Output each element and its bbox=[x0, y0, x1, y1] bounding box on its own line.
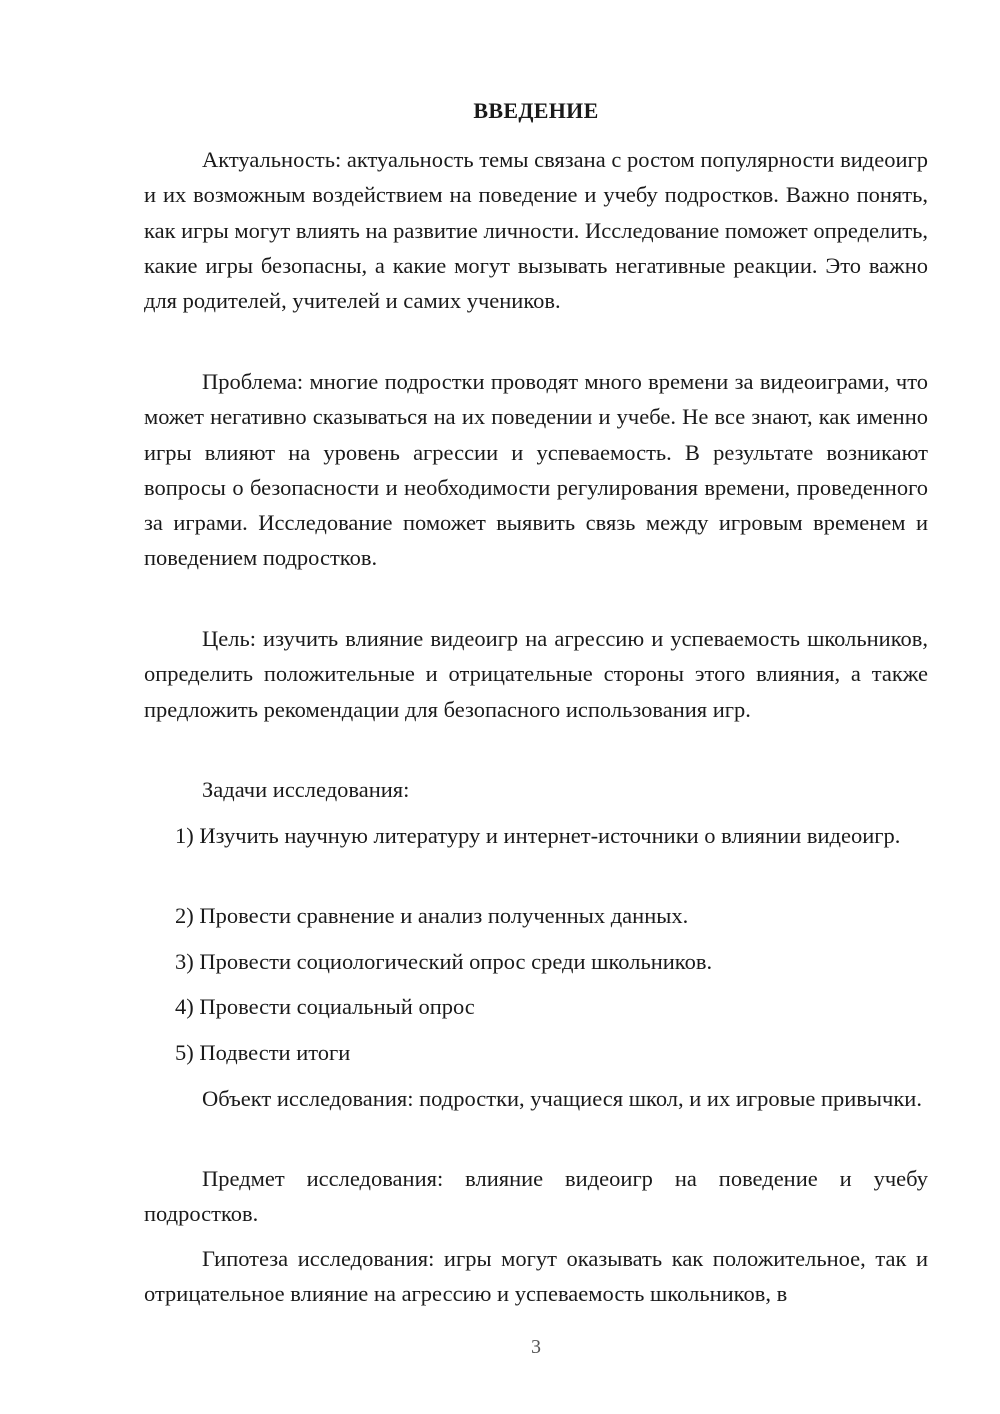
object-paragraph: Объект исследования: подростки, учащиеся школ, и их игровые привычки. bbox=[202, 1086, 922, 1111]
task-item-3: 3) Провести социологический опрос среди школьников. bbox=[175, 949, 713, 974]
page-number: 3 bbox=[531, 1336, 541, 1358]
task-item-1: 1) Изучить научную литературу и интернет-источники о влиянии видеоигр. bbox=[175, 823, 901, 848]
tasks-heading: Задачи исследования: bbox=[202, 777, 410, 802]
task-item-4: 4) Провести социальный опрос bbox=[175, 994, 475, 1019]
task-item-2: 2) Провести сравнение и анализ полученных данных. bbox=[175, 903, 689, 928]
task-item-5: 5) Подвести итоги bbox=[175, 1040, 351, 1065]
page-title: ВВЕДЕНИЕ bbox=[473, 98, 599, 123]
hypothesis-paragraph: Гипотеза исследования: игры могут оказывать как положительное, так и отрицательное влияние на агрессию и успеваемость школьников, в bbox=[144, 1246, 928, 1307]
subject-paragraph: Предмет исследования: влияние видеоигр на поведение и учебу подростков. bbox=[144, 1166, 928, 1227]
goal-paragraph: Цель: изучить влияние видеоигр на агрессию и успеваемость школьников, определить положительные и отрицательные стороны этого влияния, а также предложить рекомендации для безопасного использования игр. bbox=[144, 626, 928, 722]
problem-paragraph: Проблема: многие подростки проводят много времени за видеоиграми, что может негативно сказываться на их поведении и учебе. Не все знают, как именно игры влияют на уровень агрессии и успеваемость. В результате возникают вопросы о безопасности и необходимости регулирования времени, проведенного за играми. Исследование поможет выявить связь между игровым временем и поведением подростков. bbox=[144, 369, 928, 571]
relevance-paragraph: Актуальность: актуальность темы связана с ростом популярности видеоигр и их возможным воздействием на поведение и учебу подростков. Важно понять, как игры могут влиять на развитие личности. Исследование поможет определить, какие игры безопасны, а какие могут вызывать негативные реакции. Это важно для родителей, учителей и самих учеников. bbox=[144, 147, 928, 314]
